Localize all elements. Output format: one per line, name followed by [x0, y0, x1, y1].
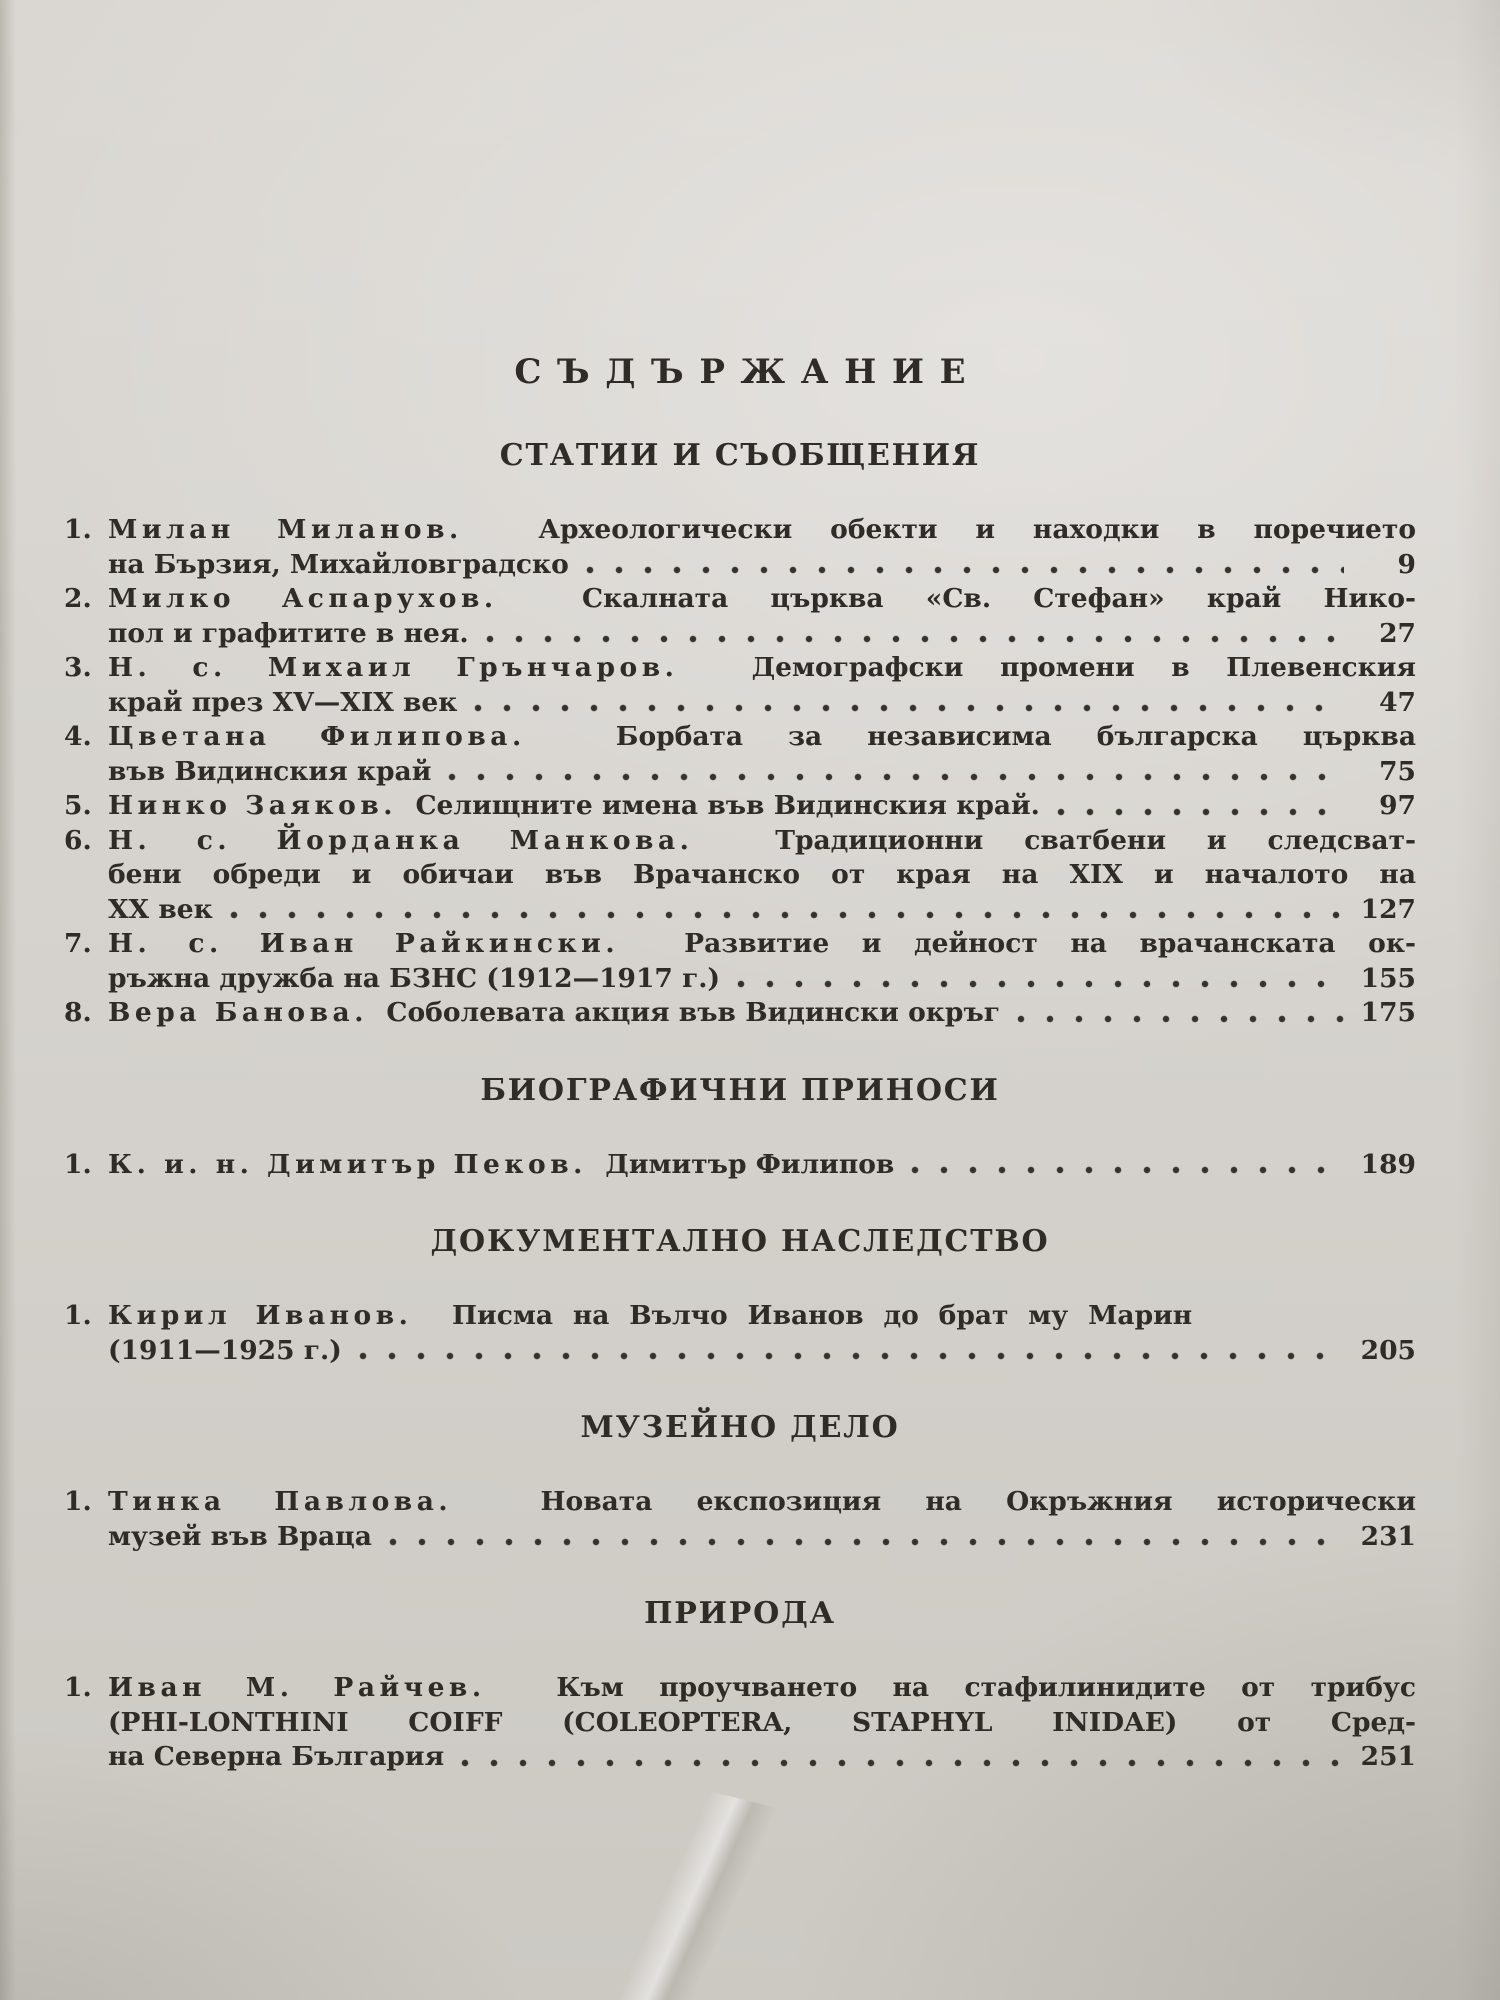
page-number: 251: [1360, 1741, 1416, 1772]
entry-number: 1.: [64, 1148, 92, 1180]
entry-body: [108, 824, 1416, 928]
toc-entry: [64, 513, 1416, 582]
page-title: СЪДЪРЖАНИЕ: [514, 352, 982, 392]
entry-body: [108, 927, 1416, 996]
entry-body: [108, 1485, 1416, 1554]
entry-line: [108, 1299, 1416, 1334]
entry-text: Н. с. Михаил Грънчаров. Демографски промени в Плевенския: [108, 652, 1416, 683]
section-heading: ДОКУМЕНТАЛНО НАСЛЕДСТВО: [430, 1224, 1050, 1259]
entry-number: 5.: [64, 790, 92, 821]
entry-body: [108, 582, 1416, 651]
entry-line: [108, 927, 1416, 962]
toc-entry: [64, 1299, 1416, 1368]
section-heading: БИОГРАФИЧНИ ПРИНОСИ: [480, 1072, 1000, 1108]
entry-text: Н. с. Йорданка Манкова. Традиционни сватбени и следсват-: [108, 824, 1416, 856]
entry-line: [108, 789, 1416, 824]
entry-number: 2.: [64, 583, 92, 614]
entry-text: на Северна България: [108, 1741, 445, 1772]
entry-text: Милан Миланов. Археологически обекти и находки в поречието: [108, 514, 1417, 545]
dot-leader: [358, 1350, 1344, 1363]
entry-author: К. и. н. Димитър Пеков.: [108, 1148, 587, 1180]
entry-number: 3.: [64, 652, 92, 683]
entry-text: Иван М. Райчев. Към проучването на стафилинидите от трибус: [108, 1672, 1416, 1703]
page-number: 205: [1360, 1334, 1416, 1366]
entry-body: [108, 789, 1416, 824]
entry-number: 4.: [64, 721, 92, 752]
entry-line: [108, 1334, 1416, 1369]
entry-text: бени обреди и обичаи във Врачанско от края на XIX и началото на: [108, 859, 1416, 890]
entry-line: [108, 720, 1416, 755]
toc-entry: [64, 1148, 1416, 1183]
section-heading: СТАТИИ И СЪОБЩЕНИЯ: [499, 438, 981, 473]
entry-number: 7.: [64, 928, 92, 959]
entry-line: [108, 651, 1416, 686]
toc-entry: [64, 1671, 1416, 1775]
page-number: 175: [1360, 997, 1416, 1028]
page-number: 97: [1379, 790, 1416, 821]
entry-text: (PHI-LONTHINI COIFF (COLEOPTERA, STAPHYL INIDAE) от Сред-: [108, 1706, 1416, 1738]
entry-line: [108, 893, 1416, 928]
toc-entry: [64, 927, 1416, 996]
toc-entry: [64, 1485, 1416, 1554]
entry-author: Тинка Павлова.: [108, 1486, 453, 1517]
entry-line: [108, 686, 1416, 721]
entry-author: Нинко Заяков.: [108, 790, 398, 821]
entry-number: 1.: [64, 514, 92, 545]
entry-body: [108, 513, 1416, 582]
dot-leader: [910, 1164, 1344, 1177]
toc-entry: [64, 824, 1416, 928]
entry-line: [108, 755, 1416, 790]
entry-line: [108, 1671, 1416, 1706]
entry-author: Иван М. Райчев.: [108, 1672, 486, 1703]
toc-entry: [64, 651, 1416, 720]
dot-leader: [585, 564, 1344, 577]
entry-text: музей във Враца: [108, 1520, 372, 1552]
entry-body: [108, 1671, 1416, 1775]
entry-line: [108, 1740, 1416, 1775]
entry-text: край през XV—XIX век: [108, 686, 458, 718]
dot-leader: [229, 909, 1344, 922]
entry-number: 1.: [64, 1300, 92, 1331]
entry-text: Вера Банова. Соболевата акция във Видински окръг: [108, 997, 1001, 1028]
entry-line: [108, 617, 1416, 652]
entry-text: Нинко Заяков. Селищните имена във Видинския край.: [108, 790, 1040, 821]
paper-crease: [535, 1762, 845, 2000]
toc-entry: [64, 996, 1416, 1031]
entry-number: 6.: [64, 824, 92, 856]
entry-author: Цветана Филипова.: [108, 721, 526, 752]
dot-leader: [1016, 1013, 1344, 1026]
dot-leader: [485, 633, 1344, 646]
page-number: 9: [1397, 548, 1416, 580]
section-heading: ПРИРОДА: [644, 1596, 836, 1631]
dot-leader: [736, 978, 1344, 991]
entry-text: ръжна дружба на БЗНС (1912—1917 г.): [108, 962, 721, 994]
section-heading: МУЗЕЙНО ДЕЛО: [580, 1410, 900, 1445]
page-number: 155: [1360, 962, 1416, 994]
entry-author: Кирил Иванов.: [108, 1300, 413, 1331]
entry-text: пол и графитите в нея.: [108, 617, 469, 649]
entry-line: [108, 548, 1416, 583]
entry-text: Цветана Филипова. Борбата за независима българска църква: [108, 721, 1416, 752]
entry-author: Милко Аспарухов.: [108, 583, 498, 614]
page-number: 231: [1360, 1520, 1416, 1552]
entry-body: [108, 1148, 1416, 1183]
entry-text: XX век: [108, 893, 213, 925]
entry-number: 8.: [64, 997, 92, 1028]
entry-text: на Бързия, Михайловградско: [108, 548, 569, 580]
toc-entry: [64, 582, 1416, 651]
entry-text: К. и. н. Димитър Пеков. Димитър Филипов: [108, 1148, 895, 1180]
dot-leader: [460, 1757, 1344, 1770]
dot-leader: [473, 702, 1344, 715]
entry-text: Милко Аспарухов. Скалната църква «Св. Стефан» край Нико-: [108, 583, 1416, 614]
toc-entry: [64, 789, 1416, 824]
page-number: 75: [1379, 755, 1416, 787]
page-number: 127: [1360, 893, 1416, 925]
dot-leader: [388, 1536, 1344, 1549]
entry-text: Н. с. Иван Райкински. Развитие и дейност на врачанската ок-: [108, 928, 1416, 959]
table-of-contents: [64, 352, 1416, 1775]
entry-body: [108, 1299, 1416, 1368]
entry-author: Н. с. Михаил Грънчаров.: [108, 652, 679, 683]
entry-text: във Видинския край: [108, 755, 432, 787]
entry-line: [108, 996, 1416, 1031]
entry-line: [108, 582, 1416, 617]
entry-author: Милан Миланов.: [108, 514, 463, 545]
entry-author: Н. с. Йорданка Манкова.: [108, 824, 694, 856]
entry-line: [108, 1485, 1416, 1520]
toc-entry: [64, 720, 1416, 789]
entry-line: [108, 1520, 1416, 1555]
entry-text: Кирил Иванов. Писма на Вълчо Иванов до брат му Марин: [108, 1300, 1193, 1331]
entry-line: [108, 962, 1416, 997]
page-number: 189: [1360, 1148, 1416, 1180]
page-number: 27: [1379, 617, 1416, 649]
entry-author: Вера Банова.: [108, 997, 368, 1028]
entry-line: [108, 824, 1416, 859]
toc-sections: [64, 438, 1416, 1775]
dot-leader: [1056, 806, 1344, 819]
entry-author: Н. с. Иван Райкински.: [108, 928, 620, 959]
entry-line: [108, 1148, 1416, 1183]
entry-text: (1911—1925 г.): [108, 1334, 342, 1366]
entry-body: [108, 651, 1416, 720]
page-number: 47: [1379, 686, 1416, 718]
entry-body: [108, 720, 1416, 789]
entry-number: 1.: [64, 1672, 92, 1703]
entry-body: [108, 996, 1416, 1031]
entry-line: [108, 1706, 1416, 1741]
entry-text: Тинка Павлова. Новата експозиция на Окръжния исторически: [108, 1486, 1416, 1517]
entry-number: 1.: [64, 1486, 92, 1517]
entry-line: [108, 513, 1416, 548]
entry-line: [108, 858, 1416, 893]
dot-leader: [447, 771, 1344, 784]
